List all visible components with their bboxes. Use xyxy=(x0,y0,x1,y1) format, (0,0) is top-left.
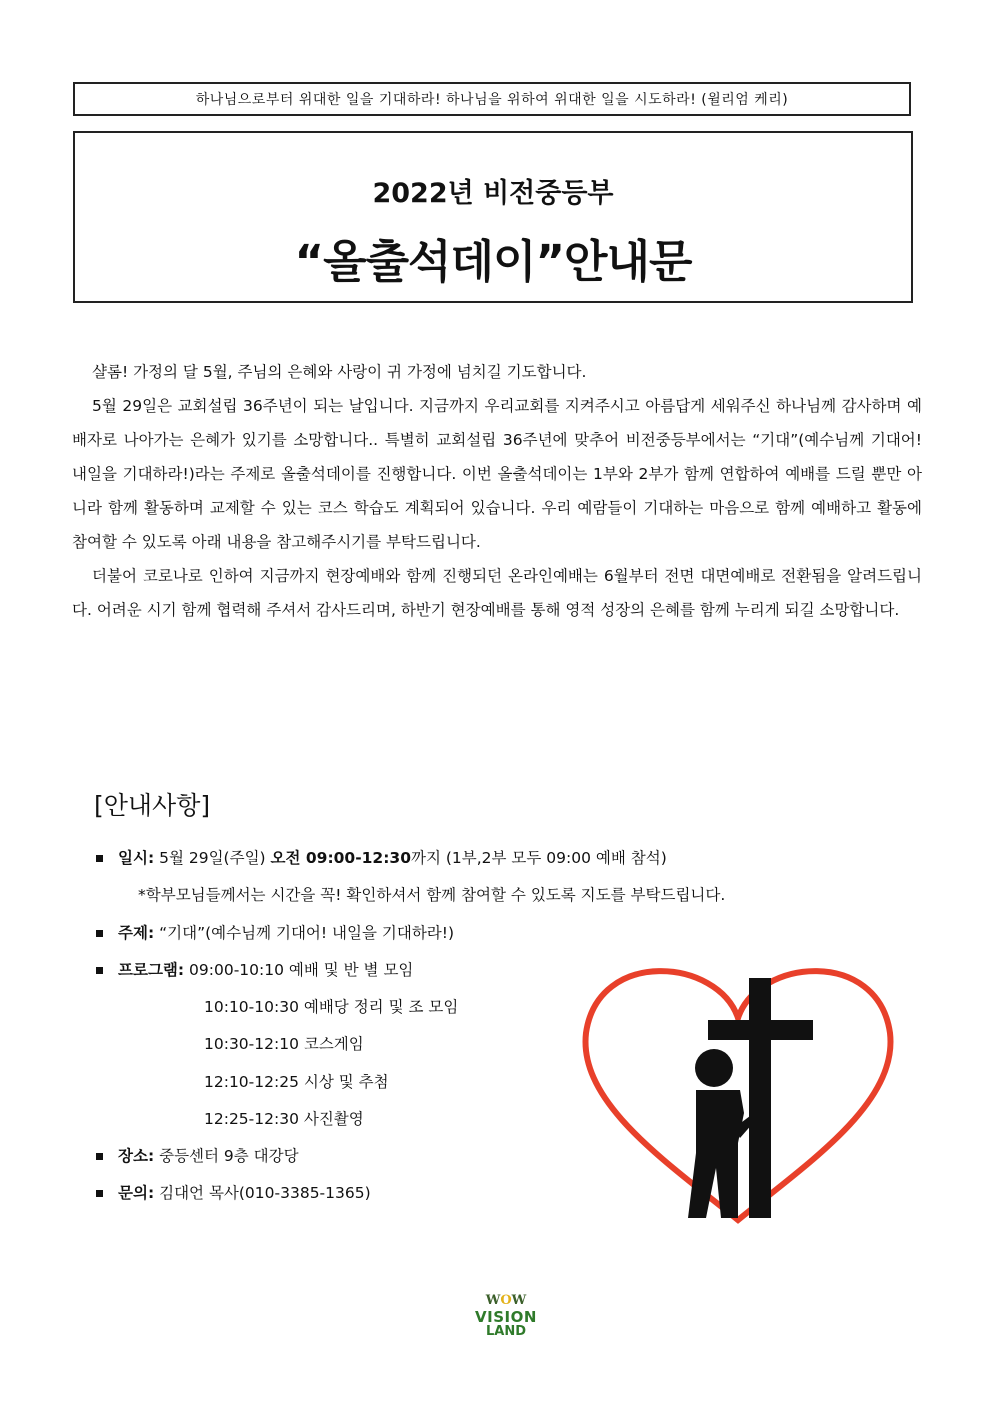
program-item: 10:10-10:30 예배당 정리 및 조 모임 xyxy=(204,998,459,1016)
bullet-icon xyxy=(96,967,103,974)
date-note: *학부모님들께서는 시간을 꼭! 확인하셔서 함께 참여할 수 있도록 지도를 부탁드립니다. xyxy=(138,886,726,904)
program-item: 12:25-12:30 사진촬영 xyxy=(204,1110,364,1128)
logo-vision: VISION xyxy=(475,1308,537,1326)
section-title: [안내사항] xyxy=(94,791,211,820)
place-value: 중등센터 9층 대강당 xyxy=(159,1147,299,1165)
body-paragraph-2: 5월 29일은 교회설립 36주년이 되는 날입니다. 지금까지 우리교회를 지켜주시고 아름답게 세워주신 하나님께 감사하며 예배자로 나아가는 은혜가 있기를 소망합니다.. 특별히 교회설립 36주년에 맞추어 비전중등부에서는 “기대”(예수님께 기대어! 내일을 기대하라!)라는 주제로 올출석데이를 진행합니다. 이번 올출석데이는 1부와 2부가 함께 연합하여 예배를 드릴 뿐만 아니라 함께 활동하며 교제할 수 있는 코스 학습도 계획되어 있습니다. 우리 예람들이 기대하는 마음으로 함께 예배하고 활동에 참여할 수 있도록 아래 내용을 참고해주시기를 부탁드립니다. xyxy=(72,397,922,551)
title-line-1: 2022년 비전중등부 xyxy=(372,178,614,209)
info-program xyxy=(96,955,413,985)
body-text xyxy=(72,355,922,627)
info-theme xyxy=(96,918,454,948)
bullet-icon xyxy=(96,930,103,937)
body-paragraph-3: 더불어 코로나로 인하여 지금까지 현장예배와 함께 진행되던 온라인예배는 6월부터 전면 대면예배로 전환됨을 알려드립니다. 어려운 시기 함께 협력해 주셔서 감사드리며, 하반기 현장예배를 통해 영적 성장의 은혜를 함께 누리게 되길 소망합니다. xyxy=(72,567,922,619)
place-label: 장소: xyxy=(118,1147,155,1165)
logo-land: LAND xyxy=(485,1324,526,1339)
info-contact xyxy=(96,1178,371,1208)
vision-land-logo xyxy=(466,1293,546,1353)
theme-value: “기대”(예수님께 기대어! 내일을 기대하라!) xyxy=(159,924,455,942)
contact-value: 김대언 목사(010-3385-1365) xyxy=(159,1184,371,1202)
date-pre: 5월 29일(주일) xyxy=(159,849,266,867)
bullet-icon xyxy=(96,1190,103,1197)
bullet-icon xyxy=(96,1153,103,1160)
info-date xyxy=(96,843,667,873)
program-item: 09:00-10:10 예배 및 반 별 모임 xyxy=(189,961,414,979)
date-time: 오전 09:00-12:30 xyxy=(270,849,411,867)
title-line-2: “올출석데이”안내문 xyxy=(294,235,692,288)
person-icon xyxy=(688,1049,754,1218)
date-label: 일시: xyxy=(118,849,155,867)
program-item: 12:10-12:25 시상 및 추첨 xyxy=(204,1073,389,1091)
program-label: 프로그램: xyxy=(118,961,185,979)
contact-label: 문의: xyxy=(118,1184,155,1202)
bullet-icon xyxy=(96,855,103,862)
title-box xyxy=(73,131,913,303)
program-item: 10:30-12:10 코스게임 xyxy=(204,1035,364,1053)
date-post: 까지 (1부,2부 모두 09:00 예배 참석) xyxy=(410,849,667,867)
logo-wow: WOW xyxy=(485,1293,527,1308)
info-place xyxy=(96,1141,299,1171)
motto-box xyxy=(73,82,911,116)
heart-cross-illustration xyxy=(578,938,898,1228)
heart-icon xyxy=(578,938,898,1228)
body-paragraph-1: 샬롬! 가정의 달 5월, 주님의 은혜와 사랑이 귀 가정에 넘치길 기도합니다. xyxy=(92,363,587,381)
motto-text: 하나님으로부터 위대한 일을 기대하라! 하나님을 위하여 위대한 일을 시도하라! (윌리엄 케리) xyxy=(195,92,789,108)
theme-label: 주제: xyxy=(118,924,155,942)
